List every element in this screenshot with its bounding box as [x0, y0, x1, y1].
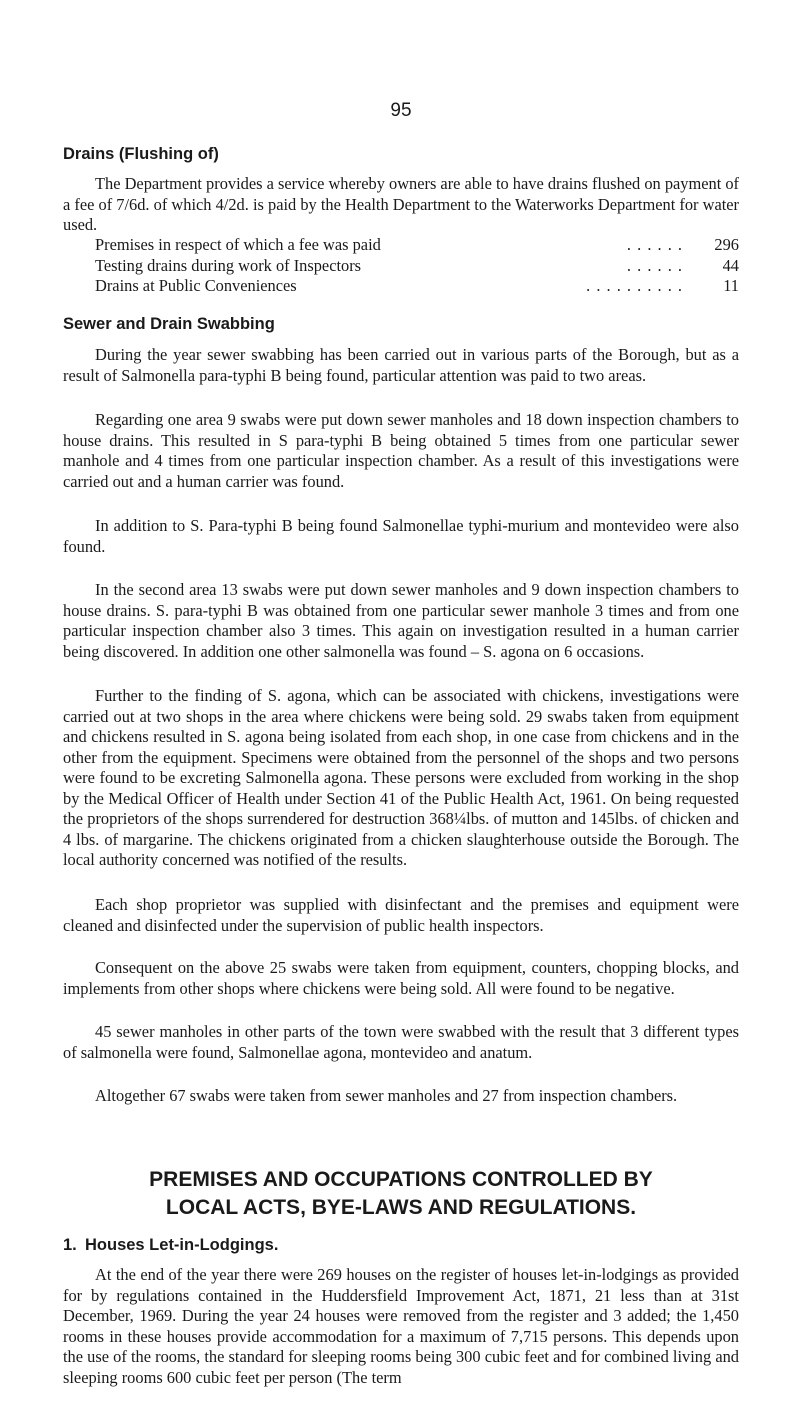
stat-row — [95, 256, 739, 277]
houses-subheading-block — [63, 1236, 739, 1255]
stat-leader-dots: . . . . . . — [626, 255, 683, 275]
stat-label: Testing drains during work of Inspectors — [95, 255, 362, 275]
stat-value: 44 — [722, 255, 739, 275]
sewer-paragraph: Regarding one area 9 swabs were put down sewer manholes and 18 down inspection chambers to house drains. This resulted in S para-typhi B being obtained 5 times from one particular sewer manhole and 4 times from one particular inspection chamber. As a result of this investigations were carried out and a human carrier was found. — [63, 410, 739, 491]
premises-heading-line-2: LOCAL ACTS, BYE-LAWS AND REGULATIONS. — [165, 1196, 637, 1219]
sewer-paragraph: Further to the finding of S. agona, which can be associated with chickens, investigations were carried out at two shops in the area where chickens were being sold. 29 swabs taken from equipment and chickens resulted in S. agona being isolated from each shop, in one case from chickens and in the other from the equipment. Specimens were obtained from the personnel of the shops and two persons were found to be excreting Salmonella agona. These persons were excluded from working in the shop by the Medical Officer of Health under Section 41 of the Public Health Act, 1961. On being requested the proprietors of the shops surrendered for destruction 368¼lbs. of mutton and 145lbs. of chicken and 4 lbs. of margarine. The chickens originated from a chicken slaughterhouse outside the Borough. The local authority concerned was notified of the results. — [63, 686, 739, 869]
sewer-para-5-block — [63, 686, 739, 871]
sewer-para-8-block — [63, 1022, 739, 1063]
houses-paragraph-block — [63, 1265, 739, 1388]
stat-leader-dots: . . . . . . . . . . — [586, 276, 683, 295]
drains-stats-list — [95, 235, 739, 297]
sewer-title: Sewer and Drain Swabbing — [63, 315, 275, 333]
drains-title: Drains (Flushing of) — [63, 145, 219, 163]
sewer-para-4-block — [63, 580, 739, 662]
sewer-paragraph: In addition to S. Para-typhi B being found Salmonellae typhi-murium and montevideo were also found. — [63, 516, 739, 556]
subheading-title: Houses Let-in-Lodgings. — [85, 1236, 279, 1254]
sewer-para-6-block — [63, 895, 739, 936]
premises-heading-line-1: PREMISES AND OCCUPATIONS CONTROLLED BY — [149, 1168, 653, 1191]
drains-intro-block — [63, 174, 739, 236]
sewer-section — [63, 315, 739, 334]
sewer-para-3-block — [63, 516, 739, 557]
stat-value: 296 — [714, 235, 739, 254]
page-number: 95 — [390, 100, 412, 121]
premises-heading-block — [63, 1166, 739, 1222]
sewer-paragraph: In the second area 13 swabs were put down sewer manholes and 9 down inspection chambers to house drains. S. para-typhi B was obtained from one particular sewer manhole 3 times and from one particular inspection chamber also 3 times. This again on investigation resulted in a human carrier being discovered. In addition one other salmonella was found – S. agona on 6 occasions. — [63, 580, 739, 661]
stat-label: Premises in respect of which a fee was paid — [95, 235, 381, 254]
sewer-paragraph: During the year sewer swabbing has been carried out in various parts of the Borough, but as a result of Salmonella para-typhi B being found, particular attention was paid to two areas. — [63, 345, 739, 385]
sewer-paragraph: 45 sewer manholes in other parts of the town were swabbed with the result that 3 different types of salmonella were found, Salmonellae agona, montevideo and anatum. — [63, 1022, 739, 1062]
sewer-para-7-block — [63, 958, 739, 999]
subheading-number: 1. — [63, 1236, 77, 1254]
drains-section — [63, 145, 739, 164]
stat-leader-dots: . . . . . . — [626, 235, 683, 254]
stat-value: 11 — [723, 276, 739, 295]
drains-intro: The Department provides a service whereby owners are able to have drains flushed on payment of a fee of 7/6d. of which 4/2d. is paid by the Health Department to the Waterworks Department for water used. — [63, 174, 740, 234]
houses-paragraph: At the end of the year there were 269 houses on the register of houses let-in-lodgings as provided for by regulations contained in the Huddersfield Improvement Act, 1871, 21 less than at 31st December, 1969. During the year 24 houses were removed from the register and 3 added; the 1,450 rooms in these houses provide accommodation for a maximum of 7,715 persons. This depends upon the use of the rooms, the standard for sleeping rooms being 300 cubic feet and for combined living and sleeping rooms 600 cubic feet per person (The term — [63, 1265, 739, 1387]
stat-row — [95, 276, 739, 297]
sewer-para-2-block — [63, 410, 739, 492]
sewer-para-1-block — [63, 345, 739, 386]
houses-subheading — [63, 1236, 739, 1255]
sewer-paragraph: Each shop proprietor was supplied with disinfectant and the premises and equipment were cleaned and disinfected under the supervision of public health inspectors. — [63, 895, 739, 935]
sewer-paragraph: Consequent on the above 25 swabs were taken from equipment, counters, chopping blocks, and implements from other shops where chickens were being sold. All were found to be negative. — [63, 958, 739, 998]
stat-label: Drains at Public Conveniences — [95, 276, 297, 295]
sewer-para-9-block — [63, 1086, 739, 1107]
sewer-paragraph: Altogether 67 swabs were taken from sewer manholes and 27 from inspection chambers. — [95, 1086, 678, 1105]
stat-row — [95, 235, 739, 256]
